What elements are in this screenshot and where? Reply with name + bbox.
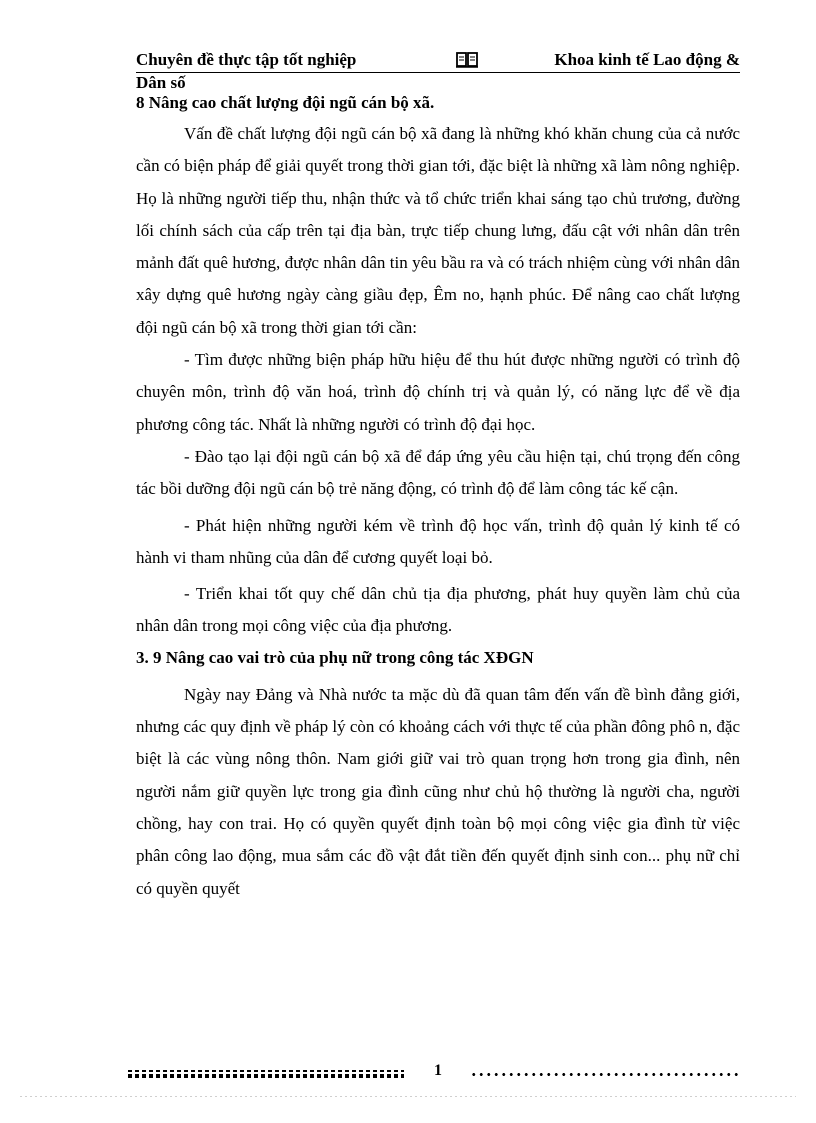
paragraph: - Đào tạo lại đội ngũ cán bộ xã để đáp ứng yêu cầu hiện tại, chú trọng đến công tác bồi dưỡng đội ngũ cán bộ trẻ năng động, có trình độ để làm công tác kế cận. <box>136 446 740 499</box>
paragraph: - Triển khai tốt quy chế dân chủ tịa địa phương, phát huy quyền làm chủ của nhân dân trong mọi công việc của địa phương. <box>136 584 740 636</box>
page-number: 1 <box>434 1062 442 1079</box>
paragraph: Ngày nay Đảng và Nhà nước ta mặc dù đã quan tâm đến vấn đề bình đẳng giới, nhưng các quy định về pháp lý còn có khoảng cách với thực tế của phần đông phô n, đặc biệt là các vùng nông thôn. Nam giới giữ vai trò quan trọng hơn trong gia đình, nên người nắm giữ quyền lực trong gia đình cũng như chủ hộ thường là người cha, người chồng, hay con trai. Họ có quyền quyết định toàn bộ mọi công việc gia đình từ việc phân công lao động, mua sắm các đồ vật đắt tiền đến quyết định sinh con... phụ nữ chỉ có quyền quyết <box>136 684 740 898</box>
header-left-title: Chuyên đề thực tập tốt nghiệp <box>136 50 357 69</box>
footer-dash-line <box>128 1070 404 1072</box>
section-heading: 3. 9 Nâng cao vai trò của phụ nữ trong công tác XĐGN <box>136 647 534 667</box>
section-heading: 8 Nâng cao chất lượng đội ngũ cán bộ xã. <box>136 93 435 112</box>
document-body <box>136 92 740 905</box>
paragraph: - Tìm được những biện pháp hữu hiệu để thu hút được những người có trình độ chuyên môn, trình độ văn hoá, trình độ chính trị và quản lý, có năng lực để về địa phương công tác. Nhất là những người có trình độ đại học. <box>136 350 740 434</box>
page-bottom-edge <box>20 1096 796 1097</box>
header-row <box>136 50 740 70</box>
page-header <box>136 50 740 93</box>
header-right-title: Khoa kinh tế Lao động & <box>554 50 740 69</box>
footer-dot-line <box>470 1072 740 1077</box>
footer-dash-line <box>128 1074 404 1078</box>
header-continuation: Dân số <box>136 73 186 92</box>
paragraph: Vấn đề chất lượng đội ngũ cán bộ xã đang là những khó khăn chung của cả nước cần có biện pháp để giải quyết trong thời gian tới, đặc biệt là những xã làm nông nghiệp. Họ là những người tiếp thu, nhận thức và tổ chức triển khai sáng tạo chủ trương, đường lối chính sách của cấp trên tại địa bàn, trực tiếp chung lưng, đấu cật với nhân dân trên mảnh đất quê hương, được nhân dân tin yêu bầu ra và có trách nhiệm cùng với nhân dân xây dựng quê hương ngày càng giầu đẹp, Êm no, hạnh phúc. Để nâng cao chất lượng đội ngũ cán bộ xã trong thời gian tới cần: <box>136 124 740 337</box>
page-footer <box>128 1062 740 1082</box>
paragraph: - Phát hiện những người kém về trình độ học vấn, trình độ quản lý kinh tế có hành vi tham nhũng của dân để cương quyết loại bỏ. <box>136 515 740 567</box>
book-icon <box>456 52 478 68</box>
